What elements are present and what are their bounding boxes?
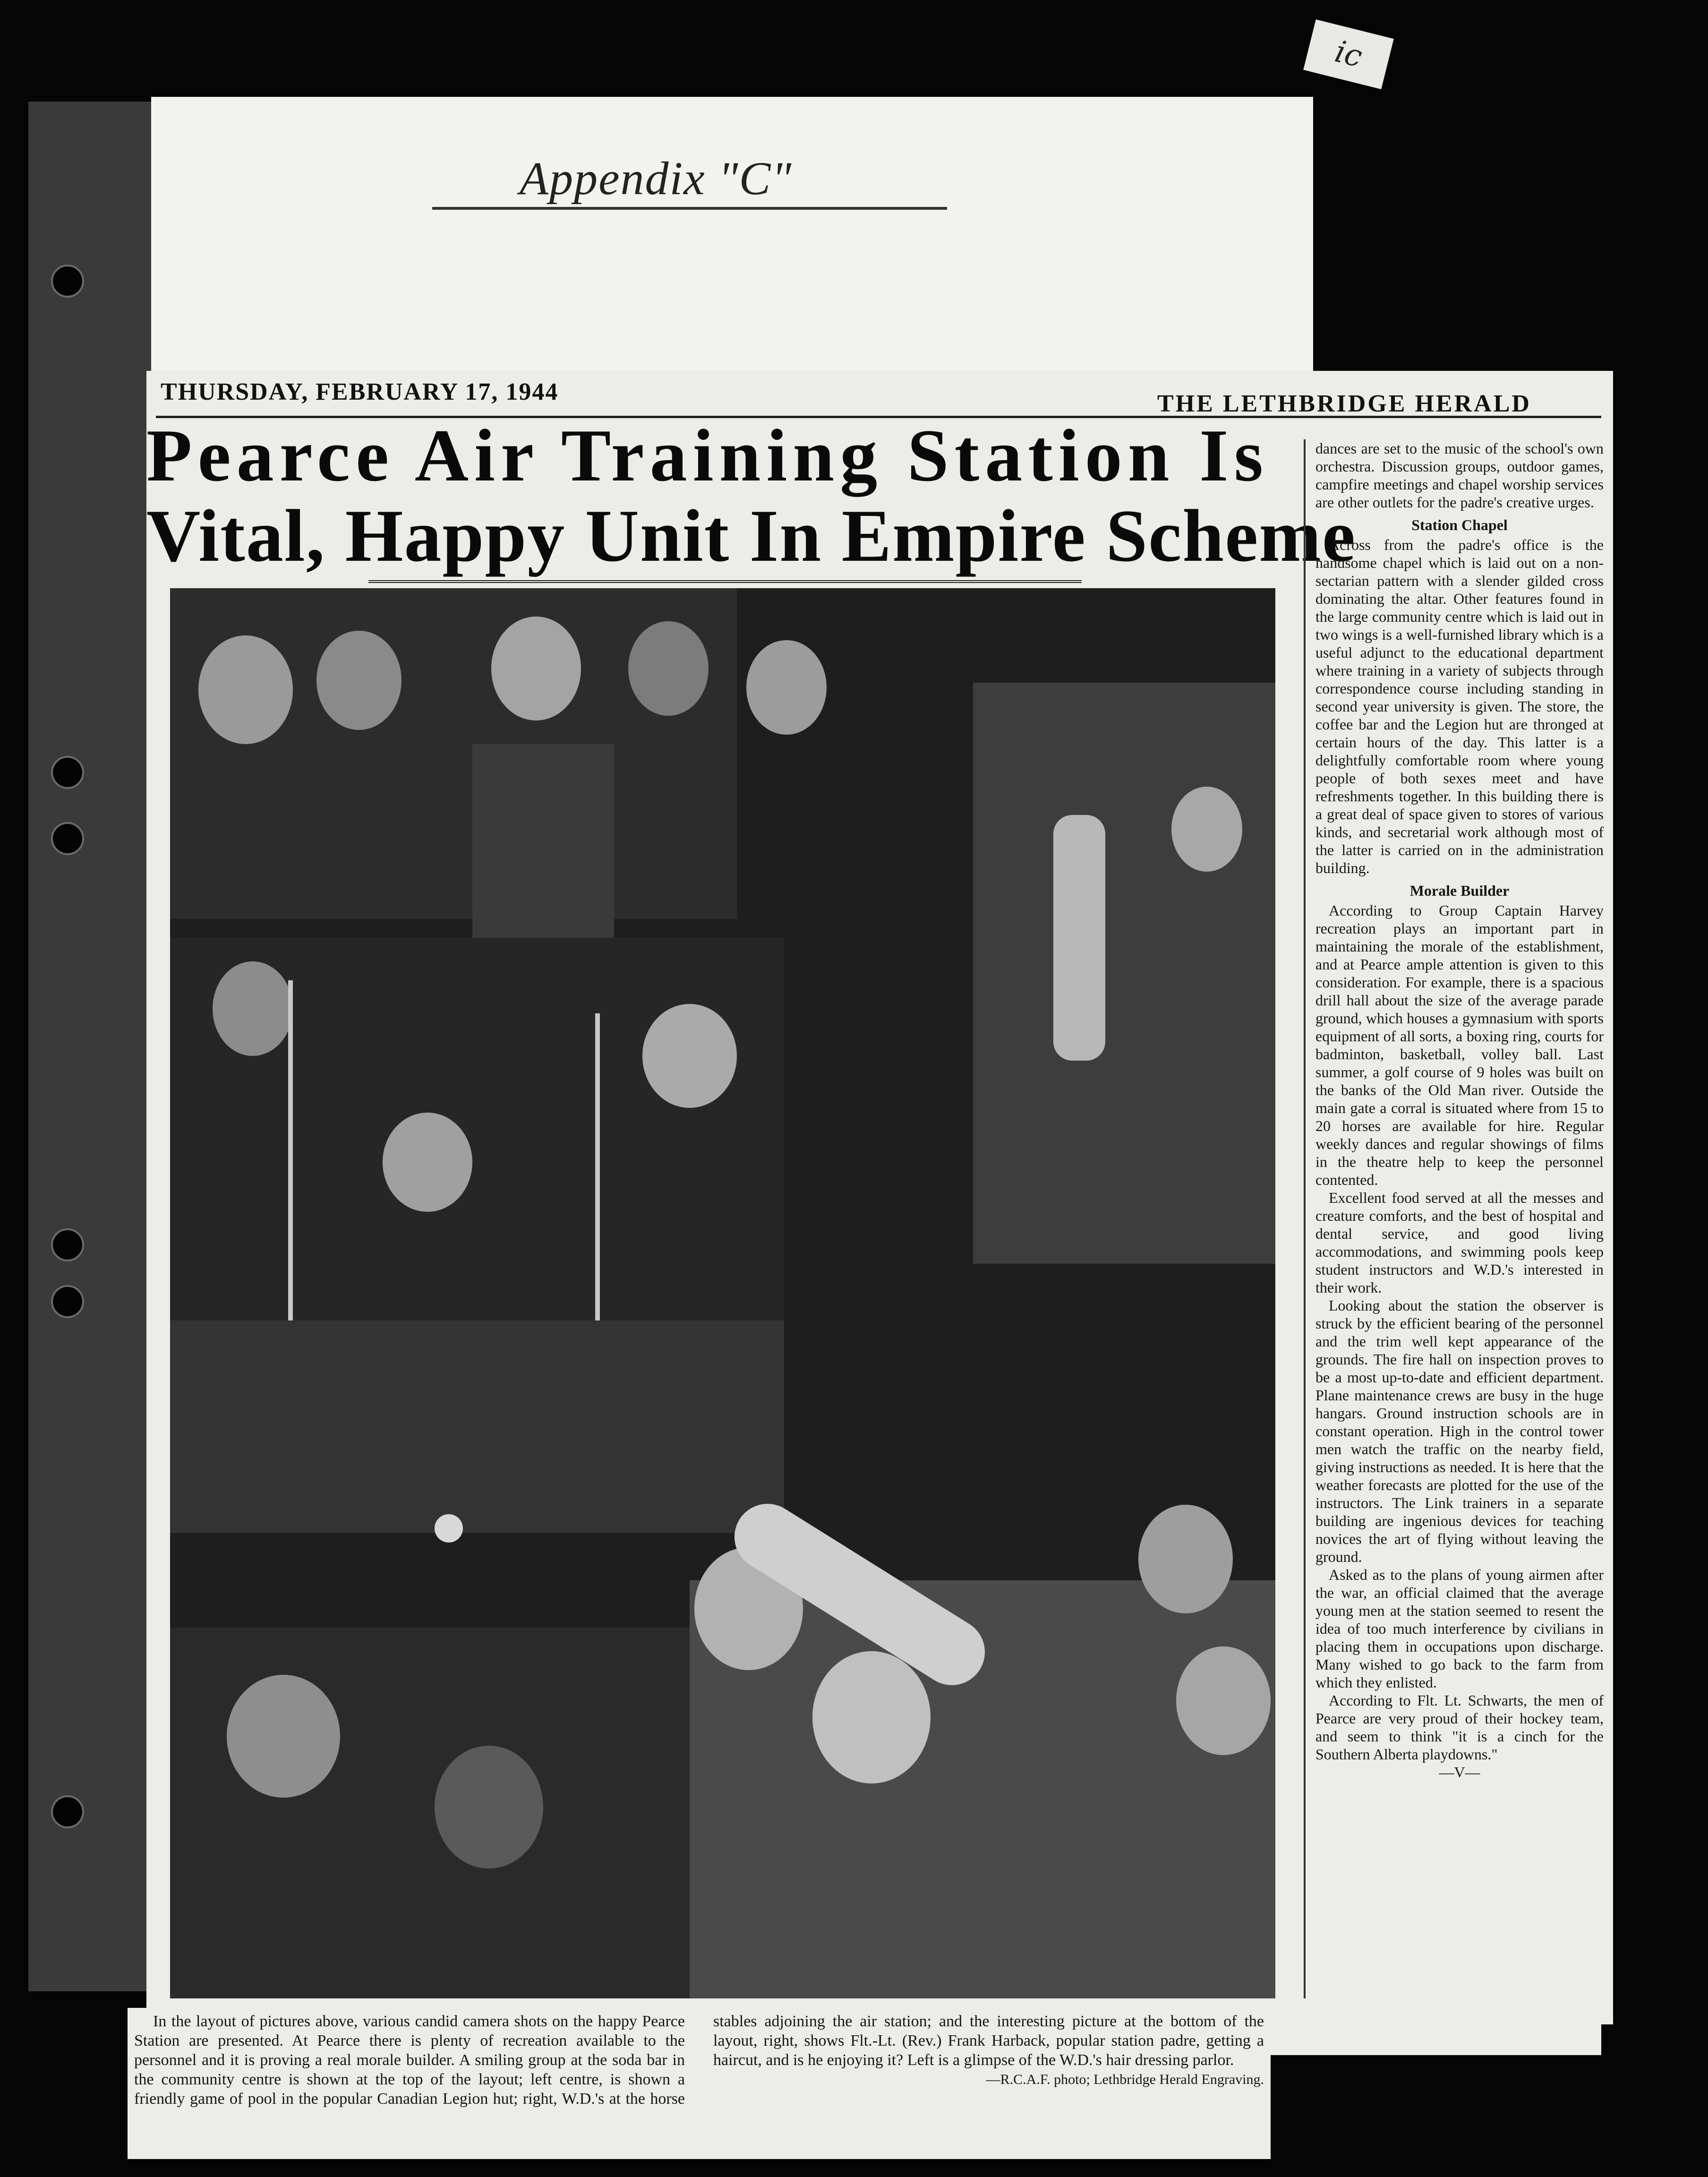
subheading-morale-builder: Morale Builder	[1409, 882, 1510, 899]
caption-text: In the layout of pictures above, various candid camera shots on the happy Pearce Station are presented. At Pearce there is plenty of recreation available to the personnel and it is proving a real morale builder. A smiling group at the soda bar in the community centre is shown at the top of the layout; left centre, is shown a friendly game of pool in the popular Canadian Legion hut; right, W.D.'s at the horse stables adjoining the air station; and the interesting picture at the bottom of the layout, right, shows Flt.-Lt. (Rev.) Frank Harback, popular station padre, getting a haircut, and is he enjoying it? Left is a glimpse of the W.D.'s hair dressing parlor.	[134, 2013, 1264, 2108]
photo-face	[227, 1675, 340, 1798]
paragraph-schwartz: According to Flt. Lt. Schwarts, the men of Pearce are very proud of their hockey team, and seem to think "it is a cinch for the Southern Alberta playdowns."	[1315, 1692, 1604, 1763]
photo-face	[316, 631, 401, 730]
subheading-station-chapel: Station Chapel	[1411, 516, 1508, 533]
binder-strip	[28, 102, 156, 1991]
photo-face	[1176, 1646, 1271, 1755]
photo-pool-table	[170, 1320, 784, 1533]
paragraph-intro: dances are set to the music of the school's own orchestra. Discussion groups, outdoor games, campfire meetings and chapel worship services are other outlets for the padre's creative urges.	[1315, 440, 1604, 511]
headline-line-2: Vital, Happy Unit In Empire Scheme	[146, 495, 1357, 577]
punch-hole	[51, 756, 84, 789]
newspaper-name: THE LETHBRIDGE HERALD	[1157, 390, 1531, 417]
photo-parlor	[170, 1628, 690, 1998]
punch-hole	[51, 1228, 84, 1261]
headline-rule	[368, 580, 1082, 583]
headline-line-1: Pearce Air Training Station Is	[146, 414, 1269, 497]
paragraph-food: Excellent food served at all the messes and creature comforts, and the best of hospital and dental service, and good living accommodations, and swimming pools keep student instructors and W.D.'s interested in their work.	[1315, 1189, 1604, 1296]
photo-face	[628, 621, 709, 716]
photo-credit: —R.C.A.F. photo; Lethbridge Herald Engraving.	[986, 2072, 1264, 2087]
paragraph-morale: According to Group Captain Harvey recreation plays an important part in maintaining the morale of the establishment, and at Pearce ample attention is given to this consideration. For example, there is a spacious drill hall about the size of the average parade ground, which houses a gymnasium with sports equipment of all sorts, a boxing ring, courts for badminton, basketball, volley ball. Last summer, a golf course of 9 holes was built on the banks of the Old Man river. Outside the main gate a corral is situated where from 15 to 20 horses are available for hire. Regular weekly dances and regular showings of films in the theatre help to keep the personnel contented.	[1315, 902, 1604, 1188]
photo-collage	[170, 588, 1275, 1998]
paragraph-asked: Asked as to the plans of young airmen after the war, an official claimed that the average young men at the station seemed to resent the idea of too much interference by civilians in placing them in occupations upon discharge. Many wished to go back to the farm from which they enlisted.	[1315, 1566, 1604, 1691]
photo-face	[1171, 787, 1242, 872]
corner-mark: ic	[1303, 19, 1394, 89]
punch-hole	[51, 1795, 84, 1828]
punch-hole	[51, 1285, 84, 1318]
appendix-label: Appendix "C"	[520, 152, 793, 205]
end-mark: —V—	[1439, 1764, 1480, 1781]
photo-caption	[128, 2008, 1271, 2159]
photo-face	[198, 635, 293, 744]
appendix-underline	[432, 207, 947, 210]
column-rule	[1304, 439, 1306, 1998]
photo-face	[1138, 1505, 1233, 1613]
punch-hole	[51, 265, 84, 298]
photo-horse	[1053, 815, 1105, 1061]
photo-face	[642, 1004, 737, 1108]
clipping-edge	[1271, 2008, 1601, 2055]
photo-face	[746, 640, 827, 735]
paragraph-looking: Looking about the station the observer is struck by the efficient bearing of the personnel and the trim well kept appearance of the grounds. The fire hall on inspection proves to be a most up-to-date and efficient department. Plane maintenance crews are busy in the huge hangars. Ground instruction schools are in constant operation. High in the control tower men watch the traffic on the nearby field, giving instructions as needed. It is here that the weather forecasts are plotted for the use of the instructors. The Link trainers in a separate building are ingenious devices for teaching novices the art of flying without leaving the ground.	[1315, 1297, 1604, 1565]
photo-face	[812, 1651, 931, 1783]
photo-pool-ball	[435, 1514, 463, 1543]
punch-hole	[51, 822, 84, 855]
photo-face	[383, 1113, 472, 1212]
article-column	[1315, 439, 1604, 2013]
photo-horse-stables	[973, 683, 1275, 1264]
paragraph-chapel: Across from the padre's office is the handsome chapel which is laid out on a non-sectarian pattern with a slender gilded cross dominating the altar. Other features found in the large community centre which is laid out in two wings is a well-furnished library which is a useful adjunct to the educational department where training in a variety of subjects through correspondence course including standing in second year university is given. The store, the coffee bar and the Legion hut are thronged at certain hours of the day. This latter is a delightfully comfortable room where young people of both sexes meet and have refreshments together. In this building there is a great deal of space given to stores of various kinds, and secretarial work although most of the latter is carried on in the administration building.	[1315, 536, 1604, 876]
photo-face	[213, 961, 293, 1056]
dateline: THURSDAY, FEBRUARY 17, 1944	[161, 378, 559, 405]
photo-face	[435, 1746, 543, 1868]
headline	[146, 414, 1357, 577]
photo-face	[491, 617, 581, 720]
